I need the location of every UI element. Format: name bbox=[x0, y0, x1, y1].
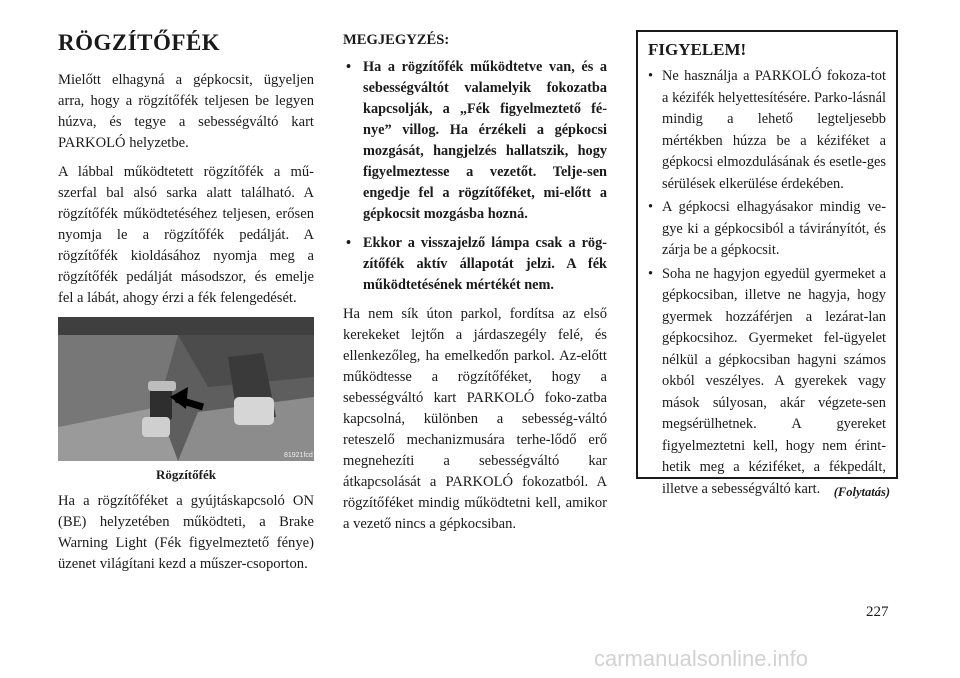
note-item: • Ha a rögzítőfék működtetve van, és a sebességváltót valamelyik fokozatba kapcsolják, a „Fék figyelmeztető fé-nye” villog. Ha érzékeli a gépkocsi mozgását, hangjelzés hallatszik, hogy figyelmeztesse a vezetőt. Telje-sen engedje fel a rögzítőféket, mi-előtt a gépkocsit mozgásba hozná. bbox=[343, 57, 607, 225]
parking-brake-photo bbox=[58, 317, 314, 461]
warning-list bbox=[648, 66, 886, 500]
middle-column bbox=[343, 30, 607, 543]
pedal-location-paragraph: A lábbal működtetett rögzítőfék a mű-szerfal bal alsó sarka alatt található. A rögzítőfék működtetéséhez teljesen, erősen nyomja le a rögzítőfék pedálját. A rögzítőfék kioldásához nyomja meg a rögzítőfék pedálját másodszor, és emelje fel a lábát, ahogy érzi a fék felengedését. bbox=[58, 164, 314, 307]
page-number: 227 bbox=[866, 604, 889, 620]
continued-label: (Folytatás) bbox=[833, 485, 890, 499]
note-item: • Ekkor a visszajelző lámpa csak a rög-zítőfék aktív állapotát jelzi. A fék működtetésének mértékét nem. bbox=[343, 233, 607, 296]
warning-title: FIGYELEM! bbox=[648, 40, 747, 59]
figure-caption: Rögzítőfék bbox=[156, 467, 216, 483]
warning-item: • A gépkocsi elhagyásakor mindig ve-gye ki a gépkocsiból a távirányítót, és zárja be a gépkocsit. bbox=[648, 197, 886, 262]
slope-parking-paragraph: Ha nem sík úton parkol, fordítsa az első kerekeket lejtőn a járdaszegély felé, és ellenkezőleg, ha emelkedőn parkol. Az-előtt működtesse a rögzítőféket, hogy a sebességváltó kart PARKOLÓ foko-zatba kapcsolná, különben a sebesség-váltó reteszelő mechanizmusára terhe-lődő erő megnehezíti a sebességváltó kar átkapcsolását a PARKOLÓ fokozatból. A rögzítőféket mindig működtetni kell, amikor a vezető nincs a gépkocsiban. bbox=[343, 306, 607, 532]
right-column bbox=[636, 30, 898, 500]
ignition-paragraph: Ha a rögzítőféket a gyújtáskapcsoló ON (BE) helyzetében működteti, a Brake Warning Light (Fék figyelmeztető fénye) üzenet világítani kezd a műszer-csoporton. bbox=[58, 493, 314, 573]
watermark: carmanualsonline.info bbox=[594, 646, 809, 671]
section-title: RÖGZÍTŐFÉK bbox=[58, 30, 221, 55]
figure-code: 81921fcd bbox=[284, 452, 313, 460]
warning-item: • Ne használja a PARKOLÓ fokoza-tot a kézifék helyettesítésére. Parko-lásnál mindig a lehető legteljesebb mértékben húzza be a kéziféket a gépkocsi elmozdulásának és esetle-ges sérülések elkerülése érdekében. bbox=[648, 66, 886, 195]
warning-item: • Soha ne hagyjon egyedül gyermeket a gépkocsiban, illetve ne hagyja, hogy gyermek hozzáférjen a lezárat-lan gépkocsihoz. Gyermeket fel-ügyelet nélkül a gépkocsiban hagyni számos okból veszélyes. A gyerekek vagy mások súlyosan, akár végzete-sen megsérülhetnek. A gyereket figyelmeztetni kell, hogy nem érint-hetik meg a kéziféket, a fékpedált, illetve a sebességváltó kart. bbox=[648, 264, 886, 501]
note-heading: MEGJEGYZÉS: bbox=[343, 32, 450, 48]
note-list bbox=[343, 57, 607, 296]
intro-paragraph: Mielőtt elhagyná a gépkocsit, ügyeljen arra, hogy a rögzítőfék teljesen be legyen húzva, és tegye a sebességváltó kart PARKOLÓ helyzetbe. bbox=[58, 72, 314, 152]
parking-brake-illustration bbox=[58, 317, 314, 461]
left-column bbox=[58, 30, 314, 583]
